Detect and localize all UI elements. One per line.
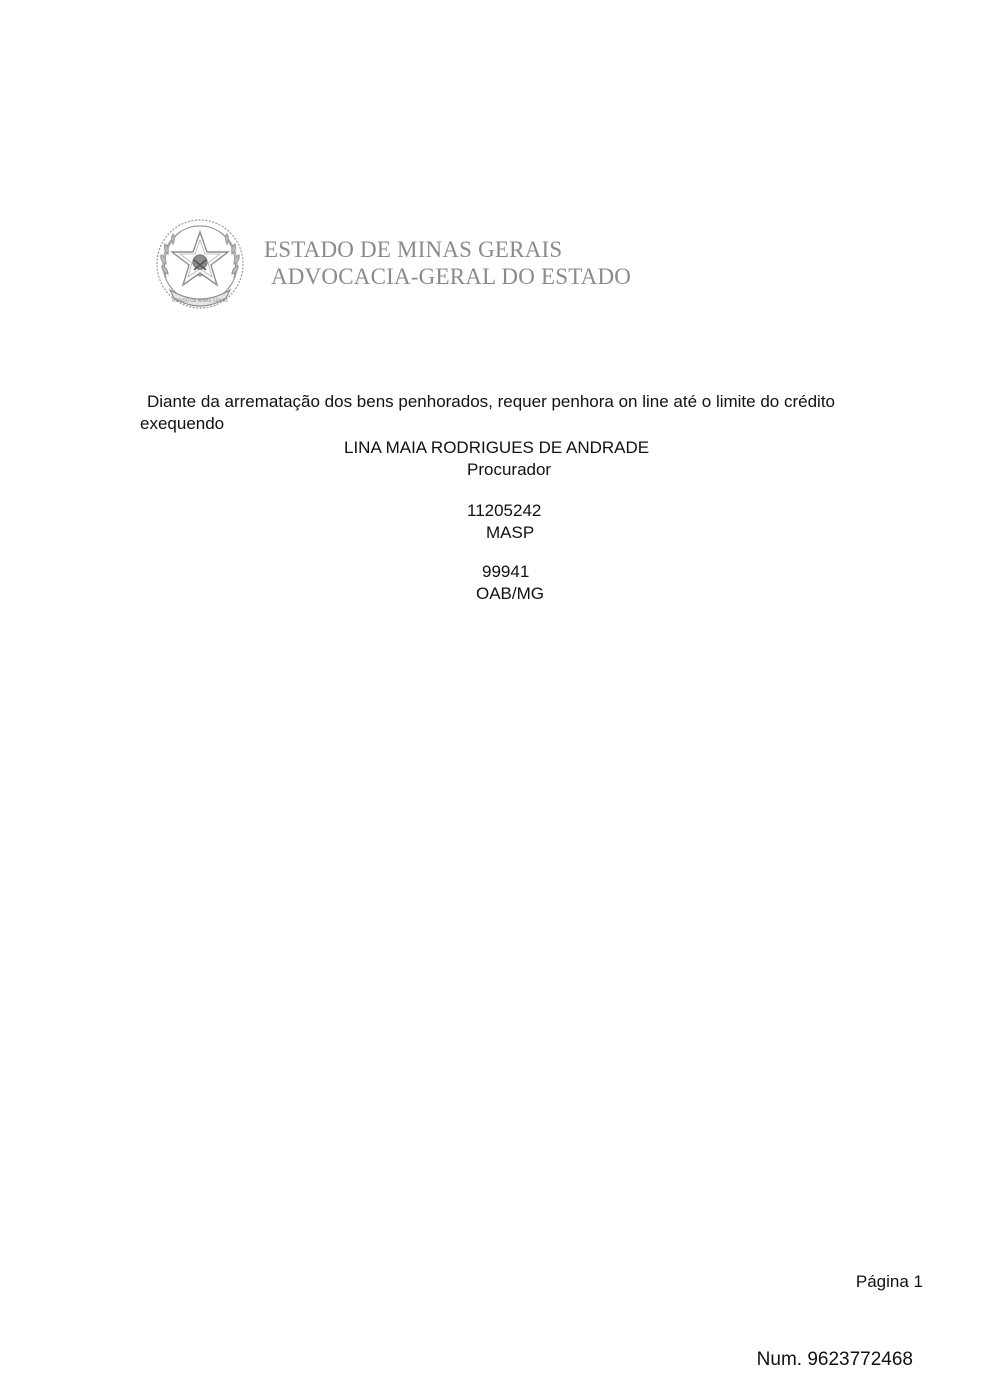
document-number: Num. 9623772468: [756, 1349, 913, 1370]
oab-label: OAB/MG: [476, 584, 545, 603]
org-line-1: ESTADO DE MINAS GERAIS: [264, 237, 563, 262]
petition-paragraph: [140, 391, 900, 435]
page-number: Página 1: [855, 1272, 923, 1291]
organization-name: [264, 236, 631, 290]
org-line-2: ADVOCACIA-GERAL DO ESTADO: [271, 264, 632, 289]
oab-number: 99941: [482, 562, 530, 581]
paragraph-line-1: Diante da arrematação dos bens penhorados, requer penhora on line até o limite do crédito: [147, 392, 835, 411]
signer-role: Procurador: [467, 460, 552, 479]
masp-number: 11205242: [467, 501, 542, 520]
paragraph-line-2: exequendo: [140, 414, 225, 433]
signer-name: LINA MAIA RODRIGUES DE ANDRADE: [344, 438, 650, 457]
seal-ribbon-text: ESTADO DE MINAS GERAIS: [172, 298, 228, 303]
letterhead: [154, 218, 674, 318]
masp-label: MASP: [486, 523, 535, 542]
state-seal-icon: [154, 218, 246, 314]
